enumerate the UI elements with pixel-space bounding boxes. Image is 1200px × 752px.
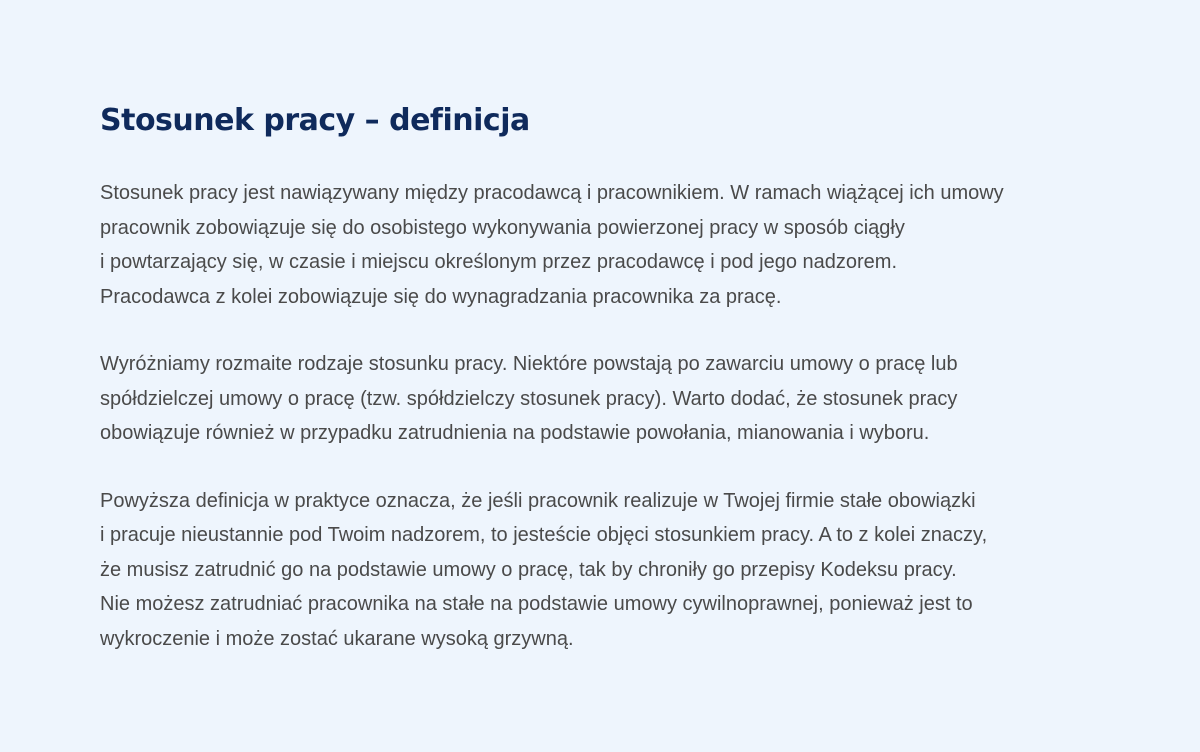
paragraph-line: Pracodawca z kolei zobowiązuje się do wynagradzania pracownika za pracę. [100, 285, 782, 308]
paragraph-line: wykroczenie i może zostać ukarane wysoką grzywną. [100, 627, 574, 650]
paragraph-types [100, 347, 1100, 451]
paragraph-line: że musisz zatrudnić go na podstawie umowy o pracę, tak by chroniły go przepisy Kodeksu pracy. [100, 558, 957, 581]
paragraph-line: i pracuje nieustannie pod Twoim nadzorem, to jesteście objęci stosunkiem pracy. A to z kolei znaczy, [100, 524, 988, 546]
paragraph-line: Wyróżniamy rozmaite rodzaje stosunku pracy. Niektóre powstają po zawarciu umowy o pracę lub [100, 353, 958, 375]
paragraph-line: i powtarzający się, w czasie i miejscu określonym przez pracodawcę i pod jego nadzorem. [100, 251, 898, 273]
article [100, 96, 1100, 656]
paragraph-line: obowiązuje również w przypadku zatrudnienia na podstawie powołania, mianowania i wyboru. [100, 422, 930, 444]
article-title: Stosunek pracy – definicja [100, 103, 530, 138]
paragraph-definition [100, 176, 1100, 314]
paragraph-line: Powyższa definicja w praktyce oznacza, że jeśli pracownik realizuje w Twojej firmie stałe obowiązki [100, 489, 976, 512]
paragraph-line: Nie możesz zatrudniać pracownika na stałe na podstawie umowy cywilnoprawnej, ponieważ jest to [100, 593, 973, 615]
paragraph-line: spółdzielczej umowy o pracę (tzw. spółdzielczy stosunek pracy). Warto dodać, że stosunek pracy [100, 387, 958, 410]
paragraph-practice [100, 484, 1100, 657]
paragraph-line: pracownik zobowiązuje się do osobistego wykonywania powierzonej pracy w sposób ciągły [100, 216, 905, 239]
paragraph-line: Stosunek pracy jest nawiązywany między pracodawcą i pracownikiem. W ramach wiążącej ich umowy [100, 182, 1004, 204]
